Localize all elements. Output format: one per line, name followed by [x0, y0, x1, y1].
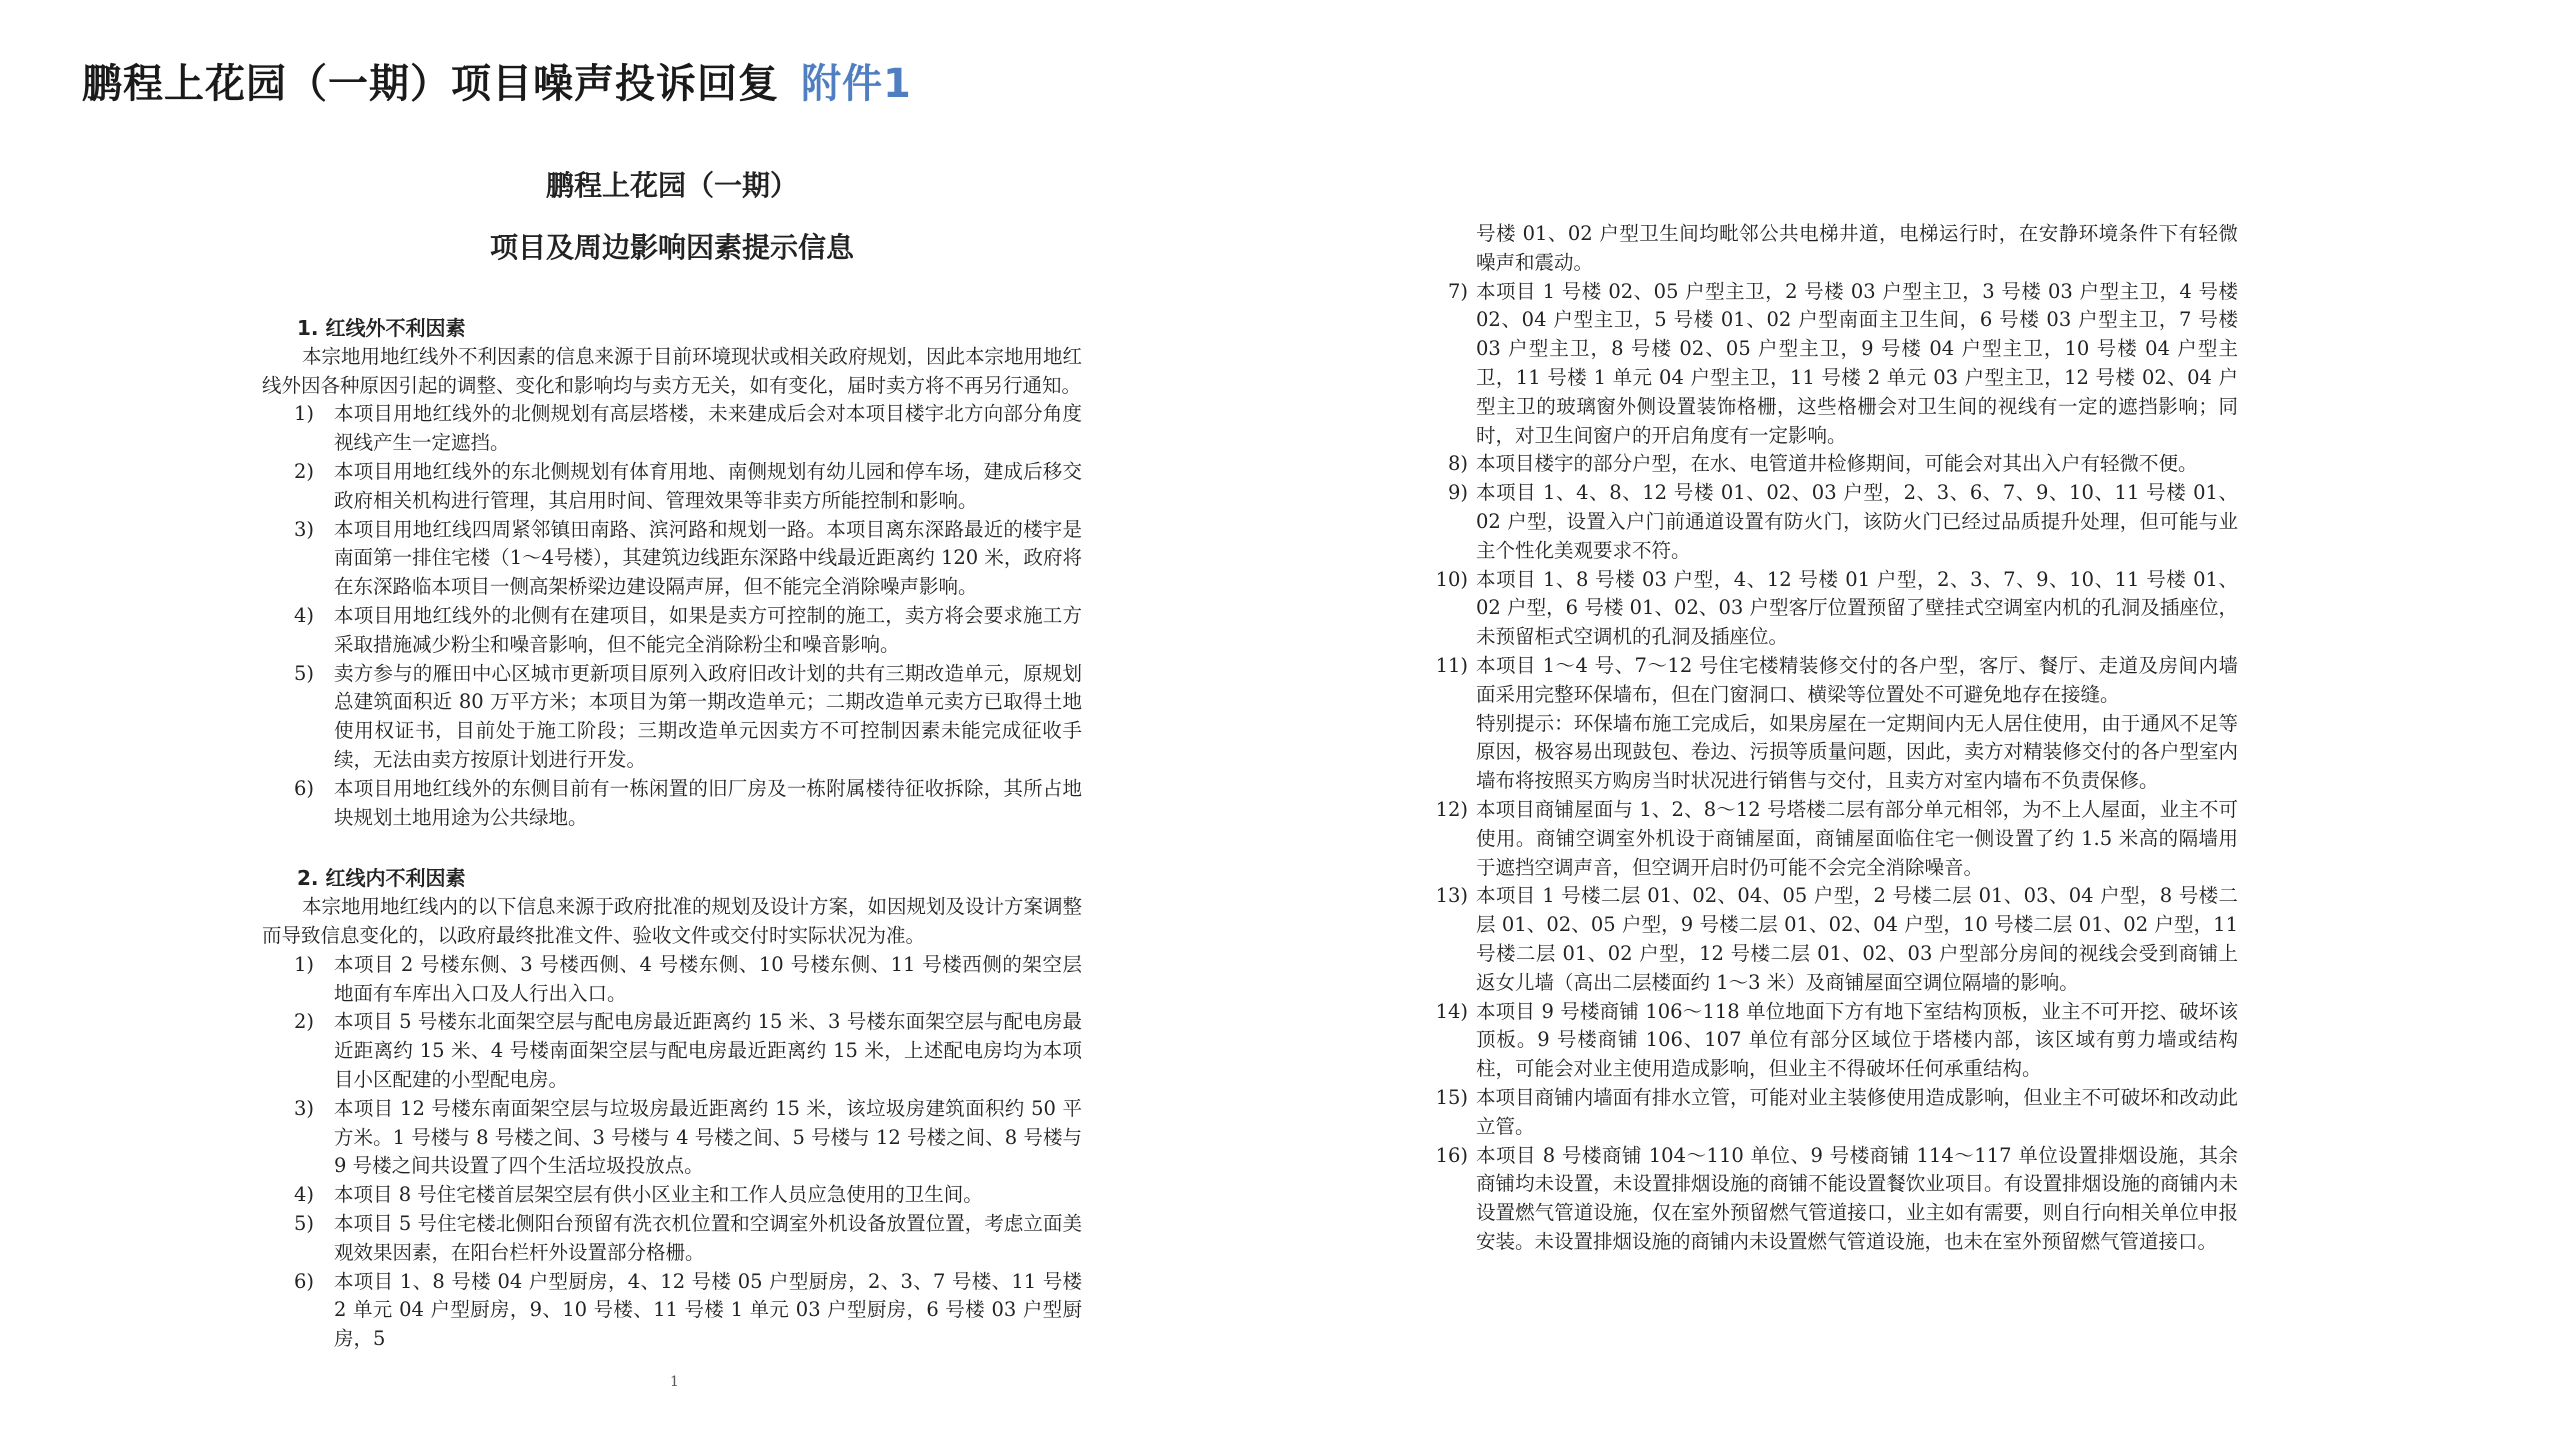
list-item: [262, 1008, 1082, 1094]
item-text: 本项目 5 号楼东北面架空层与配电房最近距离约 15 米、3 号楼东面架空层与配电房最近距离约 15 米、4 号楼南面架空层与配电房最近距离约 15 米，上述配电房均为本项目小区配建的小型配电房。: [334, 1010, 1082, 1091]
item-text: 号楼 01、02 户型卫生间均毗邻公共电梯井道，电梯运行时，在安静环境条件下有轻微噪声和震动。: [1476, 222, 2238, 274]
item-number: 14): [1435, 999, 1468, 1023]
item-text: 本项目 9 号楼商铺 106～118 单位地面下方有地下室结构顶板，业主不可开挖、破坏该顶板。9 号楼商铺 106、107 单位有部分区域位于塔楼内部，该区域有剪力墙或结构柱，可能会对业主使用造成影响，但业主不得破坏任何承重结构。: [1476, 999, 2238, 1081]
list-item: [262, 1181, 1082, 1210]
list-item: [262, 400, 1082, 458]
item-number: 4): [294, 1183, 315, 1207]
list-item: [262, 1210, 1082, 1268]
item-text: 本项目 12 号楼东南面架空层与垃圾房最近距离约 15 米，该垃圾房建筑面积约 50 平方米。1 号楼与 8 号楼之间、3 号楼与 4 号楼之间、5 号楼与 12 号楼之间、8 号楼与 9 号楼之间共设置了四个生活垃圾投放点。: [334, 1096, 1082, 1178]
item-number: 10): [1435, 567, 1468, 591]
item-text: 本项目用地红线外的北侧规划有高层塔楼，未来建成后会对本项目楼宇北方向部分角度视线产生一定遮挡。: [334, 402, 1082, 455]
item-number: 4): [294, 603, 315, 627]
section1-heading: 1. 红线外不利因素: [297, 316, 466, 340]
item-number: 3): [294, 517, 315, 541]
item-text: 卖方参与的雁田中心区城市更新项目原列入政府旧改计划的共有三期改造单元，原规划总建筑面积近 80 万平方米；本项目为第一期改造单元；二期改造单元卖方已取得土地使用权证书，目前处于施工阶段；三期改造单元因卖方不可控制因素未能完成征收手续，无法由卖方按原计划进行开发。: [334, 661, 1082, 771]
list-item: [262, 775, 1082, 833]
item-number: 1): [294, 952, 315, 976]
list-item: [1435, 882, 2238, 997]
item-text: 本项目 1 号楼二层 01、02、04、05 户型，2 号楼二层 01、03、04 户型，8 号楼二层 01、02、05 户型，9 号楼二层 01、02、04 户型，10 号楼二层 01、02 户型，11 号楼二层 01、02 户型，12 号楼二层 01、02、03 户型部分房间的视线会受到商铺上返女儿墙（高出二层楼面约 1～3 米）及商铺屋面空调位隔墙的影响。: [1476, 884, 2238, 994]
item-number: 11): [1435, 653, 1468, 677]
item-number: 12): [1435, 797, 1468, 821]
section2-list-left: [262, 951, 1082, 1354]
list-item: [262, 1268, 1082, 1354]
list-item: [1435, 652, 2238, 796]
item-number: 2): [294, 1010, 315, 1034]
item-number: 6): [294, 776, 315, 800]
item-number: 5): [294, 1211, 315, 1235]
list-item: [262, 1095, 1082, 1181]
list-item: [262, 951, 1082, 1009]
item-number: 15): [1435, 1085, 1468, 1109]
attachment-label: 附件1: [801, 61, 912, 107]
item-text: 本项目 1、4、8、12 号楼 01、02、03 户型，2、3、6、7、9、10、11 号楼 01、02 户型，设置入户门前通道设置有防火门，该防火门已经过品质提升处理，但可能与业主个性化美观要求不符。: [1476, 481, 2238, 562]
item-text: 本项目 2 号楼东侧、3 号楼西侧、4 号楼东侧、10 号楼东侧、11 号楼西侧的架空层地面有车库出入口及人行出入口。: [334, 952, 1082, 1005]
item-number: 5): [294, 661, 315, 685]
item-text: 本项目 1、8 号楼 04 户型厨房，4、12 号楼 05 户型厨房，2、3、7 号楼、11 号楼 2 单元 04 户型厨房，9、10 号楼、11 号楼 1 单元 03 户型厨房，6 号楼 03 户型厨房，5: [334, 1269, 1082, 1351]
list-item: [1435, 1142, 2238, 1257]
item-text: 本项目 8 号楼商铺 104～110 单位、9 号楼商铺 114～117 单位设置排烟设施，其余商铺均未设置，未设置排烟设施的商铺不能设置餐饮业项目。有设置排烟设施的商铺内未设置燃气管道设施，仅在室外预留燃气管道接口，业主如有需要，则自行向相关单位申报安装。未设置排烟设施的商铺内未设置燃气管道设施，也未在室外预留燃气管道接口。: [1476, 1143, 2238, 1253]
list-item: [1438, 278, 2238, 451]
section1-intro: 本宗地用地红线外不利因素的信息来源于目前环境现状或相关政府规划，因此本宗地用地红线外因各种原因引起的调整、变化和影响均与卖方无关，如有变化，届时卖方将不再另行通知。: [262, 344, 1083, 397]
item-text: 本项目楼宇的部分户型，在水、电管道井检修期间，可能会对其出入户有轻微不便。: [1476, 452, 2198, 476]
list-item: [262, 516, 1082, 602]
item-text: 本项目商铺屋面与 1、2、8～12 号塔楼二层有部分单元相邻，为不上人屋面，业主不可使用。商铺空调室外机设于商铺屋面，商铺屋面临住宅一侧设置了约 1.5 米高的隔墙用于遮挡空调声音，但空调开启时仍可能不会完全消除噪音。: [1476, 797, 2238, 879]
item-number: 7): [1447, 279, 1468, 303]
item-text: 本项目 8 号住宅楼首层架空层有供小区业主和工作人员应急使用的卫生间。: [334, 1183, 983, 1207]
item-number: 1): [294, 402, 315, 426]
item-text: 本项目 1～4 号、7～12 号住宅楼精装修交付的各户型，客厅、餐厅、走道及房间内墙面采用完整环保墙布，但在门窗洞口、横梁等位置处不可避免地存在接缝。: [1476, 653, 2238, 706]
list-item: [1435, 998, 2238, 1084]
section2-intro: 本宗地用地红线内的以下信息来源于政府批准的规划及设计方案，如因规划及设计方案调整而导致信息变化的，以政府最终批准文件、验收文件或交付时实际状况为准。: [262, 895, 1083, 947]
special-note: 特别提示：环保墙布施工完成后，如果房屋在一定期间内无人居住使用，由于通风不足等原因，极容易出现鼓包、卷边、污损等质量问题，因此，卖方对精装修交付的各户型室内墙布将按照买方购房当时状况进行销售与交付，且卖方对室内墙布不负责保修。: [1476, 711, 2238, 793]
item-text: 本项目用地红线外的东侧目前有一栋闲置的旧厂房及一栋附属楼待征收拆除，其所占地块规划土地用途为公共绿地。: [334, 776, 1082, 829]
slide-title-main: 鹏程上花园（一期）项目噪声投诉回复: [82, 61, 779, 107]
document-title-line2: 项目及周边影响因素提示信息: [489, 231, 854, 264]
list-item: [1435, 1084, 2238, 1142]
list-item: [1438, 479, 2238, 565]
item-number: 3): [294, 1096, 315, 1120]
item-text: 本项目用地红线四周紧邻镇田南路、滨河路和规划一路。本项目离东深路最近的楼宇是南面第一排住宅楼（1～4号楼），其建筑边线距东深路中线最近距离约 120 米，政府将在东深路临本项目一侧高架桥梁边建设隔声屏，但不能完全消除噪声影响。: [334, 517, 1082, 599]
list-item: [1435, 796, 2238, 882]
document-title-line1: 鹏程上花园（一期）: [545, 169, 798, 202]
list-item: [1438, 450, 2238, 479]
list-item: [262, 660, 1082, 775]
list-item: [262, 602, 1082, 660]
document-right-column: [1435, 220, 2238, 1257]
slide-title: [82, 52, 912, 109]
item-text: 本项目 1、8 号楼 03 户型，4、12 号楼 01 户型，2、3、7、9、10、11 号楼 01、02 户型，6 号楼 01、02、03 户型客厅位置预留了壁挂式空调室内机的孔洞及插座位，未预留柜式空调机的孔洞及插座位。: [1476, 567, 2238, 649]
list-item-continued: [1438, 220, 2238, 278]
item-text: 本项目商铺内墙面有排水立管，可能对业主装修使用造成影响，但业主不可破坏和改动此立管。: [1476, 1085, 2238, 1138]
page-number: 1: [670, 1374, 679, 1390]
section1-list: [262, 400, 1082, 832]
item-text: 本项目用地红线外的东北侧规划有体育用地、南侧规划有幼儿园和停车场，建成后移交政府相关机构进行管理，其启用时间、管理效果等非卖方所能控制和影响。: [334, 459, 1082, 512]
item-number: 6): [294, 1269, 315, 1293]
item-number: 16): [1435, 1143, 1468, 1167]
item-number: 2): [294, 459, 315, 483]
item-number: 13): [1435, 884, 1468, 908]
item-text: 本项目用地红线外的北侧有在建项目，如果是卖方可控制的施工，卖方将会要求施工方采取措施减少粉尘和噪音影响，但不能完全消除粉尘和噪音影响。: [334, 603, 1082, 656]
item-text: 本项目 1 号楼 02、05 户型主卫，2 号楼 03 户型主卫，3 号楼 03 户型主卫，4 号楼 02、04 户型主卫，5 号楼 01、02 户型南面主卫生间，6 号楼 03 户型主卫，7 号楼 03 户型主卫，8 号楼 02、05 户型主卫，9 号楼 04 户型主卫，10 号楼 04 户型主卫，11 号楼 1 单元 04 户型主卫，11 号楼 2 单元 03 户型主卫，12 号楼 02、04 户型主卫的玻璃窗外侧设置装饰格栅，这些格栅会对卫生间的视线有一定的遮挡影响；同时，对卫生间窗户的开启角度有一定影响。: [1476, 279, 2238, 447]
section2-list-right: [1435, 220, 2238, 1257]
section2-heading: 2. 红线内不利因素: [297, 866, 466, 891]
list-item: [1435, 566, 2238, 652]
item-number: 8): [1447, 452, 1468, 476]
item-text: 本项目 5 号住宅楼北侧阳台预留有洗衣机位置和空调室外机设备放置位置，考虑立面美观效果因素，在阳台栏杆外设置部分格栅。: [334, 1211, 1082, 1264]
document-left-column: [262, 160, 1082, 1354]
list-item: [262, 458, 1082, 516]
item-number: 9): [1447, 481, 1468, 505]
